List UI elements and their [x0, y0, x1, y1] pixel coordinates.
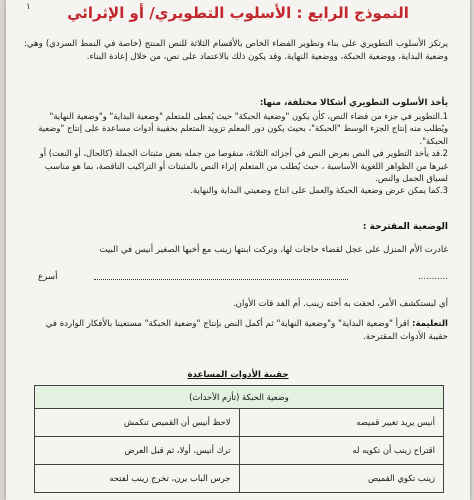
line-end-word: أسرع: [38, 272, 58, 282]
table-row: [35, 409, 443, 437]
table-cell: أنيس يريد تغيير قميصه: [239, 409, 444, 436]
list-item: 3.كما يمكن عرض وضعية الحبكة والعمل على انتاج وضعيتي البداية والنهاية.: [190, 185, 448, 196]
table-row: [35, 437, 443, 465]
page-title: النموذج الرابع : الأسلوب التطويري/ أو الإثرائي: [67, 4, 409, 22]
fill-in-line: [24, 272, 448, 286]
instruction-label: التعليمة:: [412, 319, 448, 329]
tools-table: [34, 385, 444, 493]
page-number: ١: [26, 2, 31, 12]
intro-paragraph: يرتكز الأسلوب التطويري على بناء وتطوير الفضاء الخاص بالأقسام الثلاثة للنص المنتج (خاصة في النمط السردي) وهي: وضعية البداية، ووضعية الحبكة، ووضعية النهاية. وقد يكون ذلك بالاعتماد على نص، من خلال إعادة البناء.: [24, 39, 448, 62]
instruction-text: اقرأ "وضعية البداية" و"وضعية النهاية" ثم أكمل النص بإنتاج "وضعية الحبكة" مستعينا بالأفكار الواردة في حقيبة الأدوات المقترحة.: [45, 319, 448, 342]
list-item: 2.قد يأخذ التطوير في النص بعرض النص في أجزائه الثلاثة، منقوصا من جمله بعض مثبتات الجملة (كالحال، أو النعت) أو غيرها من الظواهر اللغوية الأساسية ، حيث يُطلب من المتعلم إثراء النص بالمثبتات أو التراكيب الناقصة، بما هو مناسب لسياق الجمل والنص.: [39, 148, 448, 184]
table-cell: جرس الباب يرن، تخرج زينب لفتحه: [109, 473, 231, 483]
worksheet-page: [6, 0, 470, 500]
forms-intro: يأخذ الأسلوب التطويري أشكالا مختلفة، منها:: [259, 98, 448, 108]
situation-heading: الوضعية المقترحة :: [362, 222, 448, 232]
dots-start: ...........: [417, 272, 448, 282]
situation-text: غادرت الأم المنزل على عجل لقضاء حاجات لها، وتركت ابنتها زينب مع أخيها الصغير أنيس في البيت: [99, 245, 448, 255]
dotted-blank: [94, 279, 348, 280]
table-cell: اقتراح زينب أن تكويه له: [239, 437, 444, 464]
tools-title: حقيبة الأدوات المساعدة: [187, 370, 289, 380]
table-header: وضعية الحبكة (تأزم الأحداث): [35, 386, 443, 409]
situation-ending: أي لبستكشف الأمر، لحقت به أخته زينب. أم الفد قات الأوان.: [232, 299, 448, 309]
table-cell: لاحظ أنيس أن القميص تنكمش: [123, 417, 231, 427]
list-item: 1.التطوير في جزء من فضاء النص، كأن يكون "وضعية الحبكة" حيث يُعطى للمتعلم "وضعية البداية" و"وضعية النهاية" ويُطلب منه إنتاج الجزء الوسط "الحبكة"، بحيث يكون دور المعلم تزويد المتعلم بحقيبة أدوات مساعدة على إنتاج "وضعية الحبكة".: [38, 111, 448, 146]
instruction: [24, 318, 448, 344]
table-cell: ترك أنيس، أولا، ثم قبل العرض: [124, 445, 231, 455]
forms-list: [24, 110, 448, 197]
table-cell: زينب تكوي القميص: [239, 465, 444, 492]
table-row: [35, 465, 443, 492]
